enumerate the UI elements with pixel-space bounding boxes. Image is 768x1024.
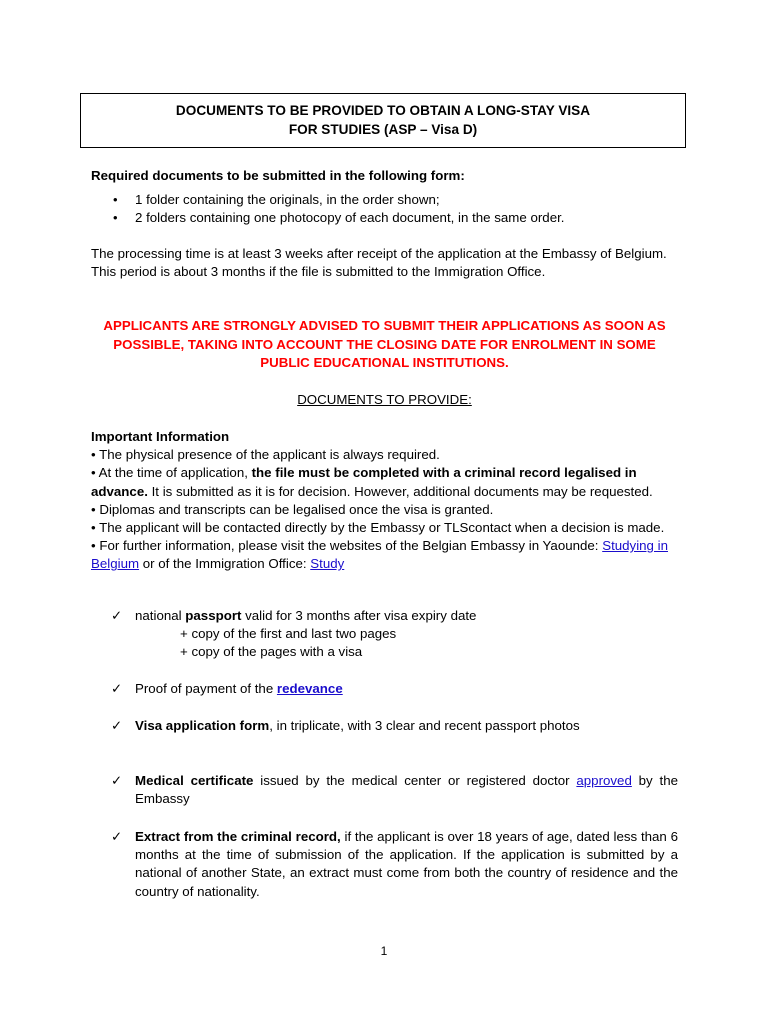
checkmark-icon: ✓ (111, 718, 123, 733)
checklist-item-application-form (111, 717, 678, 735)
checklist-item-passport (111, 607, 678, 662)
item-text: valid for 3 months after visa expiry date (241, 608, 477, 623)
info-text-bold: the file must be completed with a criminal record legalised in advance. (91, 465, 637, 499)
required-list (91, 191, 678, 227)
item-text: , in triplicate, with 3 clear and recent passport photos (269, 718, 580, 733)
info-line-presence: • The physical presence of the applicant is always required. (91, 447, 440, 463)
warning-line-3: PUBLIC EDUCATIONAL INSTITUTIONS. (260, 355, 509, 371)
item-text-bold: Extract from the criminal record, (135, 829, 341, 844)
processing-time-text: The processing time is at least 3 weeks after receipt of the application at the Embassy of Belgium. This period is about 3 months if the file is submitted to the Immigration Office. (91, 246, 667, 280)
warning-notice (91, 317, 678, 373)
list-item-text: 1 folder containing the originals, in the order shown; (135, 192, 440, 207)
passport-sub-1: + copy of the first and last two pages (180, 626, 397, 642)
item-text: if the applicant is over 18 years of age, dated less than 6 months at the time of submission of the application. If the application is submitted by a national of another State, an extract must come from both the country of residence and the country of nationality. (135, 829, 678, 899)
info-line-contact: • The applicant will be contacted directly by the Embassy or TLScontact when a decision is made. (91, 520, 665, 536)
checklist-item-payment (111, 680, 678, 698)
title-line-1: DOCUMENTS TO BE PROVIDED TO OBTAIN A LONG-STAY VISA (175, 103, 591, 118)
item-text-bold: Medical certificate (135, 773, 254, 788)
info-text: It is submitted as it is for decision. However, additional documents may be requested. (147, 483, 653, 499)
important-heading: Important Information (91, 429, 230, 444)
required-heading: Required documents to be submitted in the following form: (91, 168, 465, 183)
info-text: • At the time of application, (91, 465, 252, 481)
page-number: 1 (380, 944, 388, 958)
study-link[interactable]: Study (310, 556, 345, 572)
item-text-bold: Visa application form (135, 718, 270, 733)
document-title-box (80, 93, 686, 148)
redevance-link[interactable]: redevance (276, 681, 343, 696)
warning-line-1: APPLICANTS ARE STRONGLY ADVISED TO SUBMIT THEIR APPLICATIONS AS SOON AS (103, 318, 666, 333)
checkmark-icon: ✓ (111, 608, 123, 623)
passport-sub-2: + copy of the pages with a visa (180, 644, 363, 660)
item-text: by the Embassy (135, 773, 678, 807)
list-item (91, 209, 678, 227)
item-text: national (135, 608, 186, 623)
checklist-item-medical (111, 772, 678, 808)
bullet-icon: • (113, 192, 118, 207)
checkmark-icon: ✓ (111, 829, 123, 844)
item-text-bold: passport (185, 608, 242, 623)
studying-in-belgium-link[interactable]: Studying in Belgium (91, 538, 668, 572)
item-text: Proof of payment of the (135, 681, 277, 696)
info-text: • For further information, please visit the websites of the Belgian Embassy in Yaounde: (91, 538, 603, 554)
checklist-item-criminal-record (111, 828, 678, 901)
info-line-diplomas: • Diplomas and transcripts can be legalised once the visa is granted. (91, 501, 494, 517)
approved-doctors-link[interactable]: approved (576, 773, 632, 788)
bullet-icon: • (113, 210, 118, 226)
info-line-criminal-record (91, 464, 678, 500)
warning-line-2: POSSIBLE, TAKING INTO ACCOUNT THE CLOSING DATE FOR ENROLMENT IN SOME (113, 336, 656, 352)
item-text: issued by the medical center or registered doctor (253, 773, 577, 788)
important-information (91, 428, 678, 574)
title-line-2: FOR STUDIES (ASP – Visa D) (288, 122, 478, 137)
checkmark-icon: ✓ (111, 773, 123, 788)
list-item (91, 191, 678, 209)
documents-heading: DOCUMENTS TO PROVIDE: (297, 392, 472, 407)
list-item-text: 2 folders containing one photocopy of each document, in the same order. (135, 210, 565, 226)
passport-text (135, 607, 678, 625)
info-text: or of the Immigration Office: (139, 556, 311, 572)
checkmark-icon: ✓ (111, 681, 123, 696)
info-line-websites (91, 537, 678, 573)
